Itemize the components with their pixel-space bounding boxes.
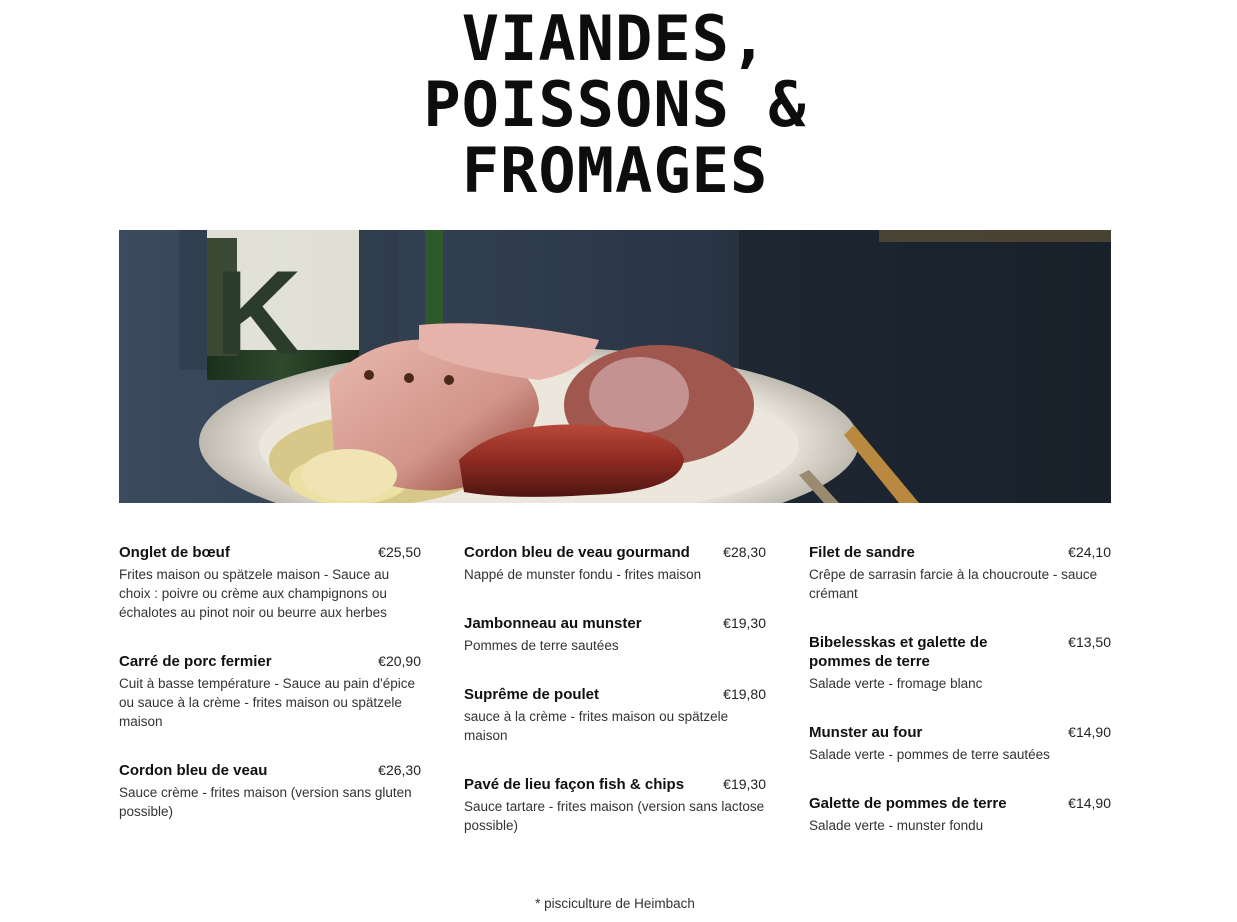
dish-name: Carré de porc fermier [119, 653, 272, 670]
dish-description: Crêpe de sarrasin farcie à la choucroute - sauce crémant [809, 567, 1098, 601]
footnote: * pisciculture de Heimbach [535, 896, 695, 911]
dish-name: Suprême de poulet [464, 686, 600, 703]
dish-price: €19,30 [723, 776, 766, 792]
menu-item [119, 652, 421, 731]
dish-price: €26,30 [378, 762, 421, 778]
dish-name: Pavé de lieu façon fish & chips [464, 776, 685, 793]
menu-column-1 [119, 543, 421, 851]
menu-item [809, 723, 1111, 764]
dish-name: Filet de sandre [809, 544, 915, 561]
hero-photo-illustration [119, 230, 1111, 503]
menu-column-3 [809, 543, 1111, 865]
hero-food-photo [119, 230, 1111, 503]
dish-description: Salade verte - fromage blanc [809, 676, 983, 691]
dish-price: €19,30 [723, 615, 766, 631]
dish-price: €19,80 [723, 686, 766, 702]
dish-name: Jambonneau au munster [464, 615, 642, 632]
dish-name: Bibelesskas et galette de pommes de terre [809, 634, 988, 670]
menu-item [464, 614, 766, 655]
dish-description: sauce à la crème - frites maison ou spätzele maison [464, 709, 729, 743]
dish-price: €13,50 [1068, 634, 1111, 650]
dish-price: €24,10 [1068, 544, 1111, 560]
menu-column-2 [464, 543, 766, 865]
title-line-3: FROMAGES [461, 134, 769, 207]
menu-item [119, 543, 421, 622]
dish-name: Cordon bleu de veau [119, 762, 268, 779]
dish-description: Pommes de terre sautées [464, 638, 619, 653]
dish-name: Munster au four [809, 724, 923, 741]
dish-description: Nappé de munster fondu - frites maison [464, 567, 702, 582]
menu-item [464, 685, 766, 745]
dish-price: €14,90 [1068, 724, 1111, 740]
dish-name: Onglet de bœuf [119, 544, 230, 561]
dish-price: €14,90 [1068, 795, 1111, 811]
menu-item [809, 794, 1111, 835]
menu-item [119, 761, 421, 821]
dish-description: Frites maison ou spätzele maison - Sauce au choix : poivre ou crème aux champignons ou échalotes au pinot noir ou beurre aux herbes [119, 567, 390, 620]
bottle-label: K [215, 246, 302, 380]
dish-description: Salade verte - munster fondu [809, 818, 984, 833]
menu-item [464, 543, 766, 584]
menu-item [809, 633, 1111, 693]
page-title [0, 2, 1230, 207]
dish-price: €25,50 [378, 544, 421, 560]
dish-description: Salade verte - pommes de terre sautées [809, 747, 1050, 762]
dish-price: €28,30 [723, 544, 766, 560]
dish-description: Sauce crème - frites maison (version sans gluten possible) [119, 785, 412, 819]
menu-item [809, 543, 1111, 603]
dish-name: Galette de pommes de terre [809, 795, 1007, 812]
title-line-2: POISSONS & [423, 68, 807, 141]
title-line-1: VIANDES, [461, 2, 769, 75]
dish-name: Cordon bleu de veau gourmand [464, 544, 690, 561]
dish-description: Sauce tartare - frites maison (version sans lactose possible) [464, 799, 765, 833]
dish-price: €20,90 [378, 653, 421, 669]
menu-item [464, 775, 766, 835]
dish-description: Cuit à basse température - Sauce au pain d'épice ou sauce à la crème - frites maison ou spätzele maison [119, 676, 416, 729]
